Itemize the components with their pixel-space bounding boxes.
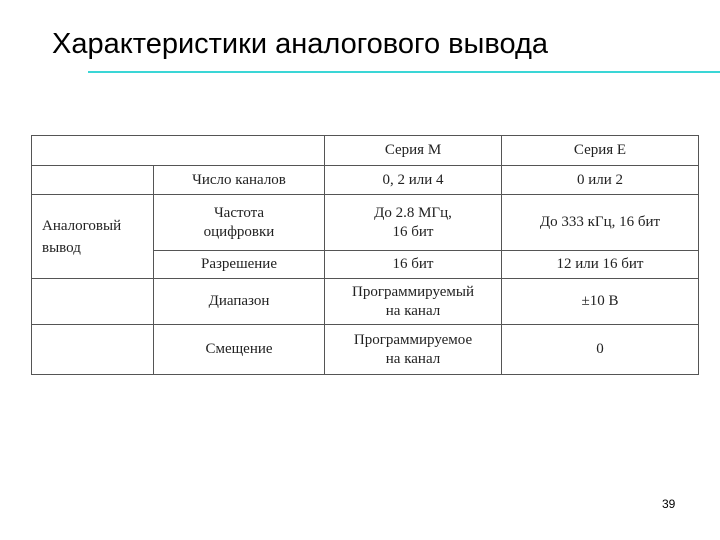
header-empty-cell — [32, 136, 325, 166]
value-line: 16 бит — [392, 223, 434, 240]
param-line: Частота — [213, 204, 265, 221]
header-series-m: Серия М — [325, 136, 502, 166]
table-row — [32, 195, 699, 251]
value-line: До 2.8 МГц, — [374, 204, 452, 221]
param-line: оцифровки — [203, 223, 275, 240]
header-series-e: Серия Е — [502, 136, 699, 166]
table-row — [32, 166, 699, 195]
section-label-cell — [32, 195, 154, 279]
title-underline — [88, 71, 720, 73]
param-cell: Смещение — [154, 325, 325, 375]
table-row — [32, 279, 699, 325]
series-m-cell — [325, 195, 502, 251]
table-row — [32, 325, 699, 375]
slide-title: Характеристики аналогового вывода — [52, 28, 549, 60]
series-e-cell: До 333 кГц, 16 бит — [502, 195, 699, 251]
series-m-cell: 0, 2 или 4 — [325, 166, 502, 195]
param-cell: Разрешение — [154, 251, 325, 279]
param-cell: Число каналов — [154, 166, 325, 195]
section-label-line: вывод — [42, 239, 81, 256]
series-m-cell — [325, 325, 502, 375]
value-line: Программируемый — [351, 283, 474, 300]
series-m-cell — [325, 279, 502, 325]
spec-table — [31, 135, 699, 375]
spacer-cell — [32, 166, 154, 195]
value-line: на канал — [385, 302, 441, 319]
series-e-cell: 0 — [502, 325, 699, 375]
series-e-cell: 12 или 16 бит — [502, 251, 699, 279]
page-number: 39 — [662, 497, 676, 511]
value-line: Программируемое — [353, 331, 473, 348]
value-line: на канал — [385, 350, 441, 367]
spacer-cell — [32, 325, 154, 375]
section-label-line: Аналоговый — [42, 217, 122, 234]
spacer-cell — [32, 279, 154, 325]
series-e-cell: 0 или 2 — [502, 166, 699, 195]
table-header-row — [32, 136, 699, 166]
param-cell: Диапазон — [154, 279, 325, 325]
series-m-cell: 16 бит — [325, 251, 502, 279]
param-cell — [154, 195, 325, 251]
series-e-cell: ±10 В — [502, 279, 699, 325]
